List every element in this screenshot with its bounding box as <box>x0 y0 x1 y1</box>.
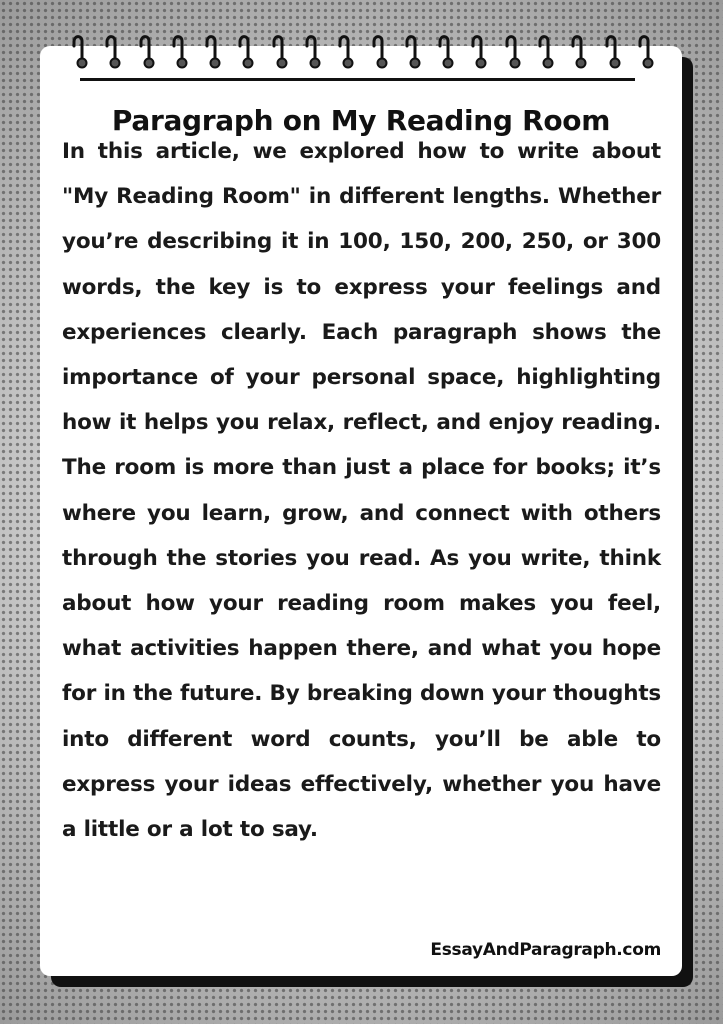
spiral-ring-icon <box>599 30 623 74</box>
spiral-ring-icon <box>99 30 123 74</box>
spiral-ring-icon <box>366 30 390 74</box>
spiral-ring-icon <box>565 30 589 74</box>
title-rule <box>80 78 635 81</box>
site-credit: EssayAndParagraph.com <box>430 940 661 960</box>
spiral-ring-icon <box>266 30 290 74</box>
spiral-ring-icon <box>399 30 423 74</box>
spiral-ring-icon <box>299 30 323 74</box>
spiral-ring-icon <box>499 30 523 74</box>
spiral-ring-icon <box>432 30 456 74</box>
spiral-ring-icon <box>632 30 656 74</box>
spiral-ring-icon <box>332 30 356 74</box>
spiral-ring-icon <box>232 30 256 74</box>
page-title: Paragraph on My Reading Room <box>111 103 611 137</box>
paragraph-body: In this article, we explored how to write about "My Reading Room" in different lengths. Whether you’re describing it in 100, 150, 200, 250, or 300 words, the key is to express your feelings and experiences clearly. Each paragraph shows the importance of your personal space, highlighting how it helps you relax, reflect, and enjoy reading. The room is more than just a place for books; it’s where you learn, grow, and connect with others through the stories you read. As you write, think about how your reading room makes you feel, what activities happen there, and what you hope for in the future. By breaking down your thoughts into different word counts, you’ll be able to express your ideas effectively, whether you have a little or a lot to say. <box>62 139 661 843</box>
spiral-ring-icon <box>532 30 556 74</box>
spiral-ring-icon <box>166 30 190 74</box>
spiral-ring-icon <box>66 30 90 74</box>
spiral-ring-icon <box>465 30 489 74</box>
spiral-ring-icon <box>199 30 223 74</box>
binding-rings <box>66 30 656 74</box>
spiral-ring-icon <box>133 30 157 74</box>
